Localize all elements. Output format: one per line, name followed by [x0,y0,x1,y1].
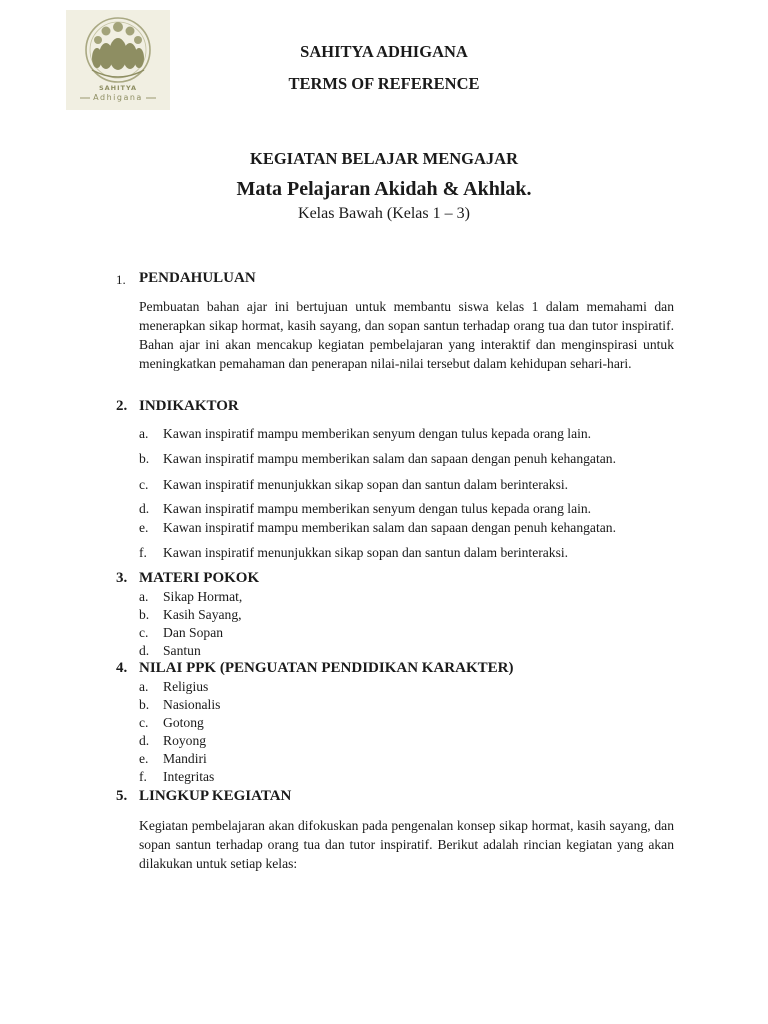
list-item [139,643,201,659]
list-text: Mandiri [163,751,207,766]
list-letter: a. [139,589,149,604]
list-text: Gotong [163,715,204,730]
section-1-body: Pembuatan bahan ajar ini bertujuan untuk membantu siswa kelas 1 dalam memahami dan menerapkan sikap hormat, kasih sayang, dan sopan santun terhadap orang tua dan tutor inspiratif. Bahan ajar ini akan mencakup kegiatan pembelajaran yang interaktif dan menginspirasi untuk meningkatkan pemahaman dan penerapan nilai-nilai tersebut dalam kehidupan sehari-hari. [139,299,674,371]
section-2-number: 2. [116,398,128,414]
activity-title: KEGIATAN BELAJAR MENGAJAR [250,149,518,168]
class-subtitle: Kelas Bawah (Kelas 1 – 3) [298,205,470,222]
section-5-number: 5. [116,788,128,804]
section-1-title: PENDAHULUAN [139,270,256,286]
list-letter: c. [139,715,149,730]
section-2-title: INDIKAKTOR [139,398,239,414]
section-1-number: 1. [116,272,126,287]
list-text: Royong [163,733,207,748]
list-text: Sikap Hormat, [163,589,243,604]
logo-text-bottom: Adhigana [93,93,143,102]
list-letter: d. [139,501,150,516]
list-letter: f. [139,769,147,784]
list-text: Integritas [163,769,215,784]
list-letter: b. [139,607,150,622]
list-item [139,625,223,641]
list-letter: a. [139,426,149,441]
list-letter: e. [139,751,149,766]
list-text: Kawan inspiratif menunjukkan sikap sopan dan santun dalam berinteraksi. [163,545,569,560]
list-text: Kawan inspiratif mampu memberikan senyum dengan tulus kepada orang lain. [163,501,592,516]
list-item [139,769,214,785]
list-text: Nasionalis [163,697,221,712]
list-letter: c. [139,477,149,492]
list-item [139,426,591,442]
section-5-body: Kegiatan pembelajaran akan difokuskan pada pengenalan konsep sikap hormat, kasih sayang, dan sopan santun terhadap orang tua dan tutor inspiratif. Berikut adalah rincian kegiatan yang akan dilakukan untuk setiap kelas: [139,818,674,871]
list-text: Dan Sopan [163,625,224,640]
org-name: SAHITYA ADHIGANA [300,42,468,61]
section-5-title: LINGKUP KEGIATAN [139,788,292,804]
list-letter: e. [139,520,149,535]
list-item [139,715,204,731]
list-letter: a. [139,679,149,694]
logo-text-top: SAHITYA [98,84,138,92]
list-letter: d. [139,643,150,658]
list-item [139,520,616,536]
list-text: Kawan inspiratif menunjukkan sikap sopan dan santun dalam berinteraksi. [163,477,569,492]
list-item [139,733,206,749]
section-3-title: MATERI POKOK [139,570,260,586]
list-letter: b. [139,697,150,712]
list-item [139,697,220,713]
list-text: Kawan inspiratif mampu memberikan salam dan sapaan dengan penuh kehangatan. [163,451,616,466]
list-text: Santun [163,643,201,658]
list-item [139,751,207,767]
subject-title: Mata Pelajaran Akidah & Akhlak. [236,178,532,200]
list-item [139,545,568,561]
list-text: Kawan inspiratif mampu memberikan salam dan sapaan dengan penuh kehangatan. [163,520,616,535]
list-letter: b. [139,451,150,466]
doc-type: TERMS OF REFERENCE [288,74,480,93]
list-text: Kasih Sayang, [163,607,242,622]
section-3-number: 3. [116,570,128,586]
list-letter: c. [139,625,149,640]
list-item [139,607,242,623]
list-item [139,451,616,467]
list-item [139,501,591,517]
list-item [139,589,242,605]
section-4-title: NILAI PPK (PENGUATAN PENDIDIKAN KARAKTER) [139,660,514,676]
list-item [139,477,568,493]
list-letter: f. [139,545,147,560]
section-4-number: 4. [116,660,128,676]
list-item [139,679,208,695]
list-letter: d. [139,733,150,748]
list-text: Kawan inspiratif mampu memberikan senyum dengan tulus kepada orang lain. [163,426,592,441]
list-text: Religius [163,679,209,694]
